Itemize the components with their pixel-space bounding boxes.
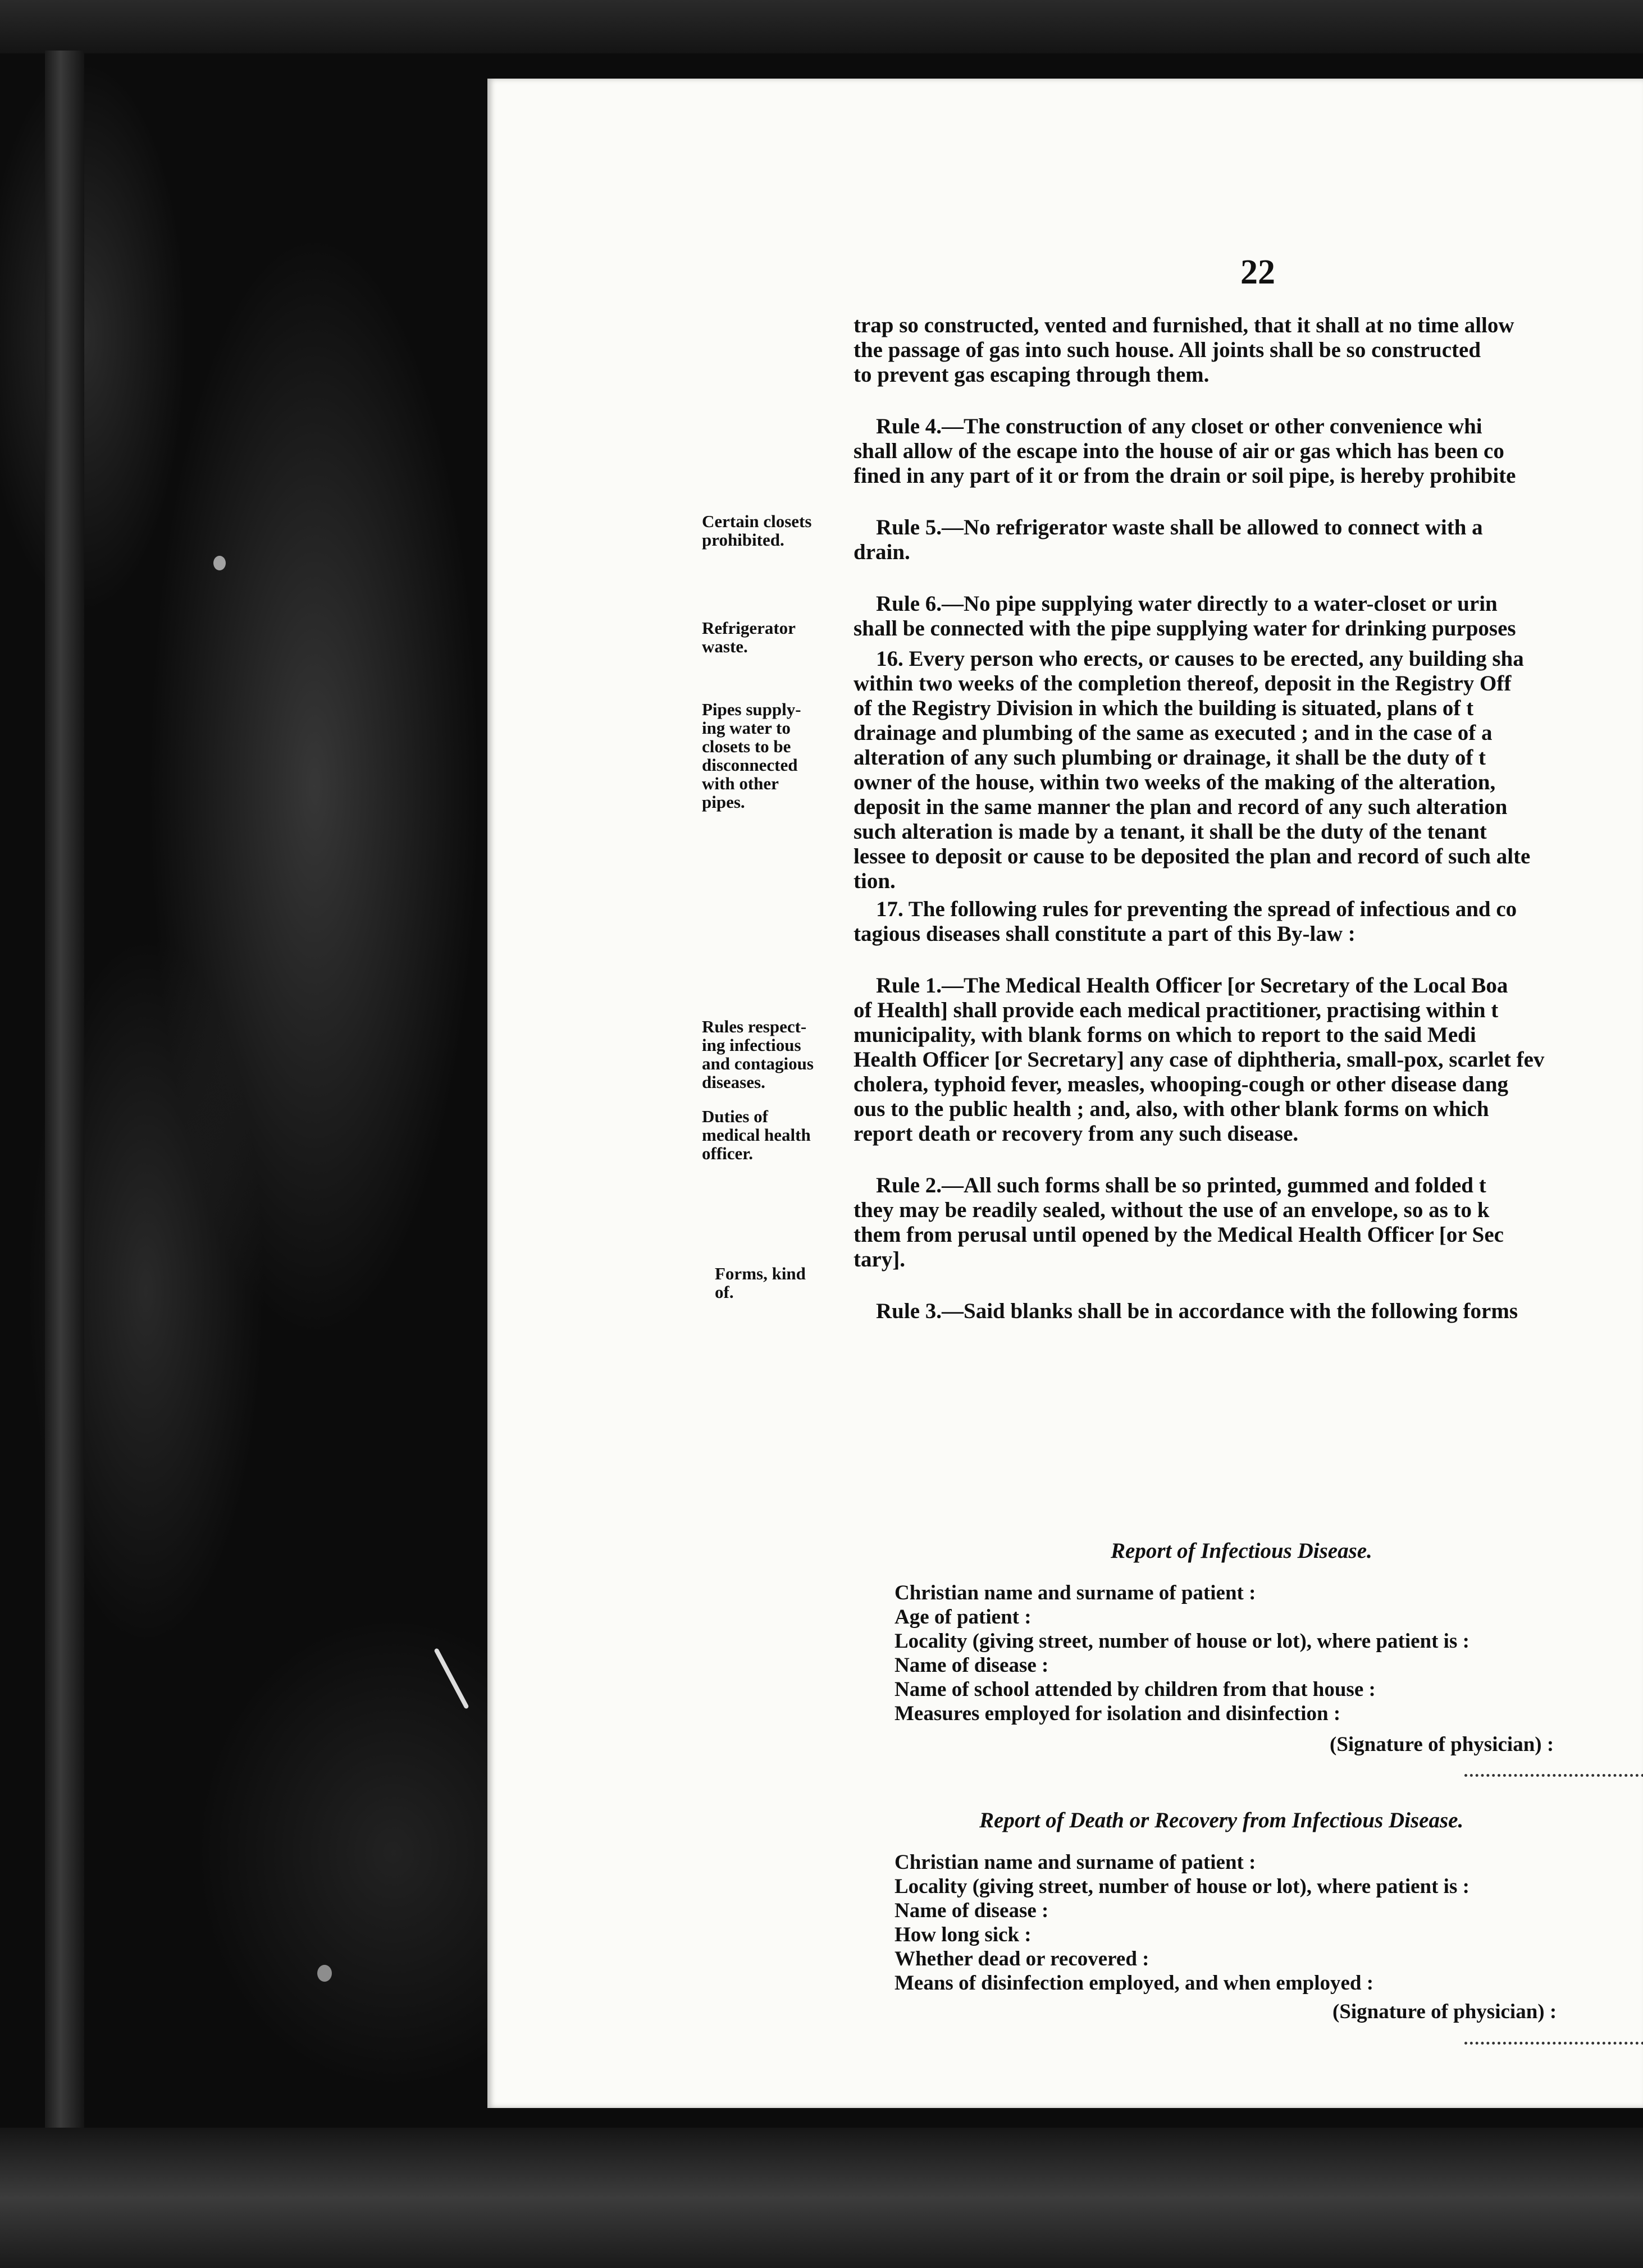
margin-note-forms: Forms, kind of. [715, 1264, 806, 1302]
dust-speck [213, 556, 226, 570]
rule-2: Rule 2.—All such forms shall be so printed, gummed and folded t they may be readily sealed, without the use of an envelope, so as to k them from perusal until opened by the Medical Health Officer [or Sec tary]. [854, 1173, 1504, 1272]
section-17: 17. The following rules for preventing the spread of infectious and co tagious diseases shall constitute a part of this By-law : [854, 897, 1517, 946]
margin-note-refrigerator: Refrigerator waste. [702, 618, 796, 656]
rule-6: Rule 6.—No pipe supplying water directly to a water-closet or urin shall be connected with the pipe supplying water for drinking purposes [854, 592, 1516, 641]
film-left-edge [45, 51, 84, 2268]
film-bottom-edge [0, 2128, 1643, 2268]
film-top-edge [0, 0, 1643, 53]
rule-5: Rule 5.—No refrigerator waste shall be allowed to connect with a drain. [854, 515, 1483, 564]
form1-signature-label: (Signature of physician) : [1330, 1733, 1554, 1756]
margin-note-closets: Certain closets prohibited. [702, 511, 812, 550]
section-16: 16. Every person who erects, or causes to be erected, any building sha within two weeks of the completion thereof, deposit in the Registry Off of the Registry Division in which the building is situated, plans of t drainage and plumbing of the same as executed ; and in the case of a alteration of any such plumbing or drainage, it shall be the duty of t owner of the house, within two weeks of the making of the alteration, deposit in the same manner the plan and record of any such alteration such alteration is made by a tenant, it shall be the duty of the tenant lessee to deposit or cause to be deposited the plan and record of such alte tion. [854, 647, 1531, 893]
form1-title: Report of Infectious Disease. [1111, 1539, 1372, 1563]
margin-note-infectious-rules: Rules respect- ing infectious and contagious diseases. [702, 1017, 814, 1092]
page-number: 22 [1240, 253, 1275, 291]
rule-1: Rule 1.—The Medical Health Officer [or Secretary of the Local Boa of Health] shall provide each medical practitioner, practising within t municipality, with blank forms on which to report to the said Medi Health Officer [or Secretary] any case of diphtheria, small-pox, scarlet fev cholera, typhoid fever, measles, whooping-cough or other disease dang ous to the public health ; and, also, with other blank forms on which report death or recovery from any such disease. [854, 973, 1545, 1146]
margin-note-duties: Duties of medical health officer. [702, 1106, 811, 1163]
margin-note-pipes: Pipes supply- ing water to closets to be disconnected with other pipes. [702, 699, 801, 812]
form2-fields: Christian name and surname of patient : Locality (giving street, number of house or lot), where patient is : Name of disease : How long sick : Whether dead or recovered : Means of disinfection employed, and when employed : [894, 1851, 1469, 1995]
document-page [487, 79, 1643, 2108]
form1-signature-line [1464, 1774, 1643, 1777]
form2-signature-label: (Signature of physician) : [1332, 2000, 1557, 2023]
rule-4: Rule 4.—The construction of any closet or other convenience whi shall allow of the escape into the house of air or gas which has been co fined in any part of it or from the drain or soil pipe, is hereby prohibite [854, 414, 1516, 488]
form1-fields: Christian name and surname of patient : Age of patient : Locality (giving street, number of house or lot), where patient is : Name of disease : Name of school attended by children from that house : Measures employed for isolation and disinfection : [894, 1581, 1469, 1725]
body-text [854, 313, 1643, 1324]
dust-speck [317, 1965, 332, 1982]
rule-3: Rule 3.—Said blanks shall be in accordance with the following forms [876, 1299, 1518, 1323]
form2-title: Report of Death or Recovery from Infectious Disease. [979, 1808, 1464, 1832]
paragraph-trap: trap so constructed, vented and furnished, that it shall at no time allow the passage of gas into such house. All joints shall be so constructed to prevent gas escaping through them. [854, 313, 1514, 387]
form2-signature-line [1464, 2042, 1643, 2045]
